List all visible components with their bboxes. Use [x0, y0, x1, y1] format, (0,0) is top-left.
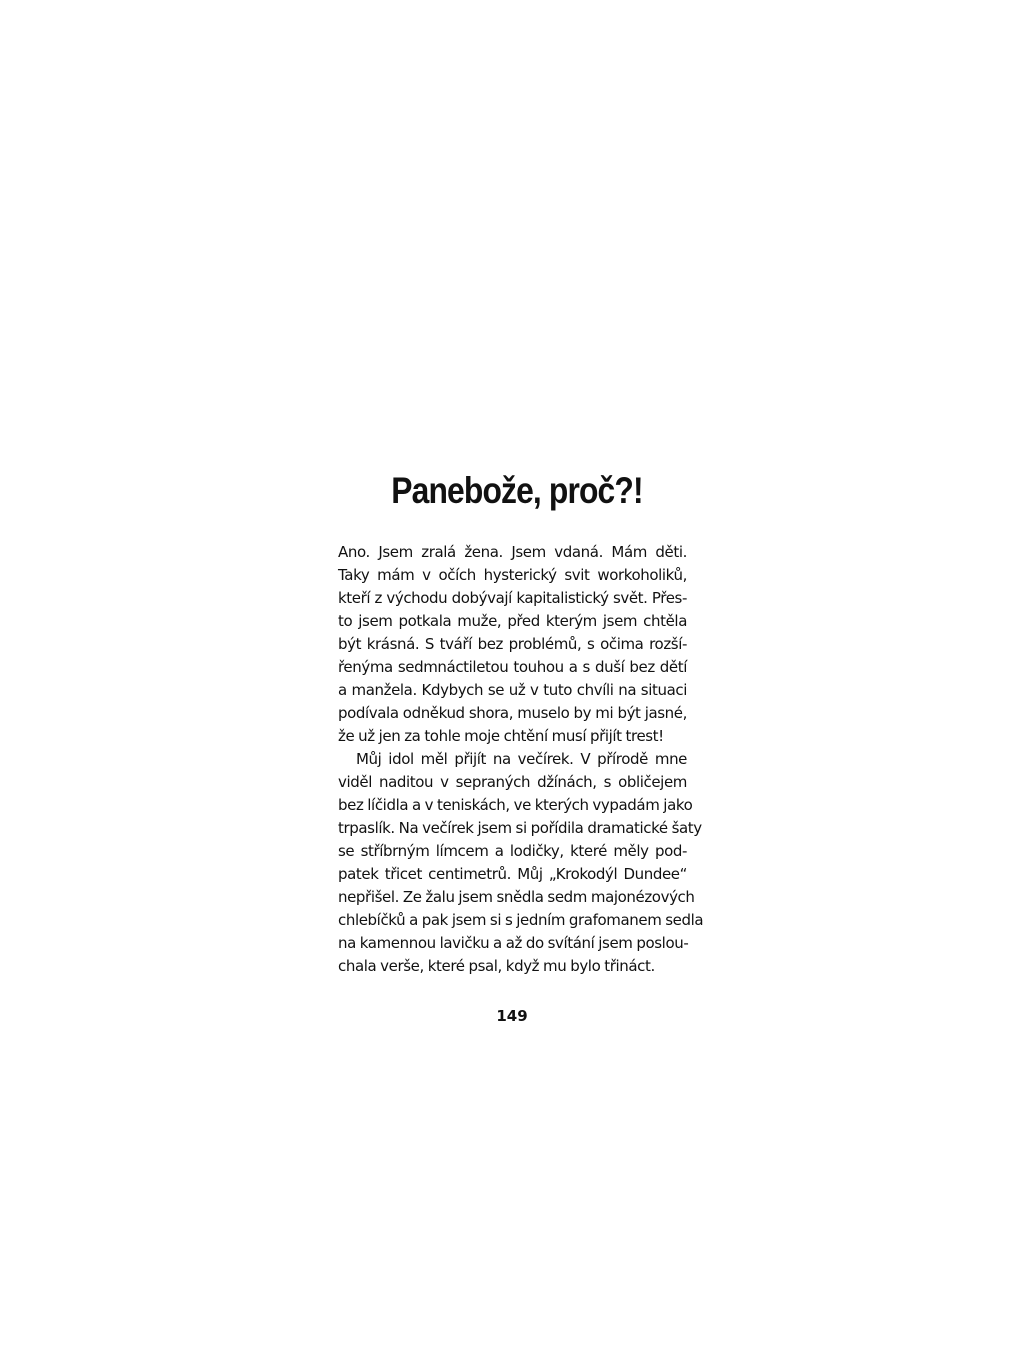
text-line: být krásná. S tváří bez problémů, s očima rozší-: [338, 635, 687, 653]
text-line: a manžela. Kdybych se už v tuto chvíli na situaci: [338, 681, 687, 699]
chapter-title: Panebože, proč?!: [391, 470, 643, 511]
text-line: patek třicet centimetrů. Můj „Krokodýl Dundee“: [338, 865, 687, 883]
text-line: chlebíčků a pak jsem si s jedním grafomanem sedla: [338, 911, 704, 929]
text-line: Můj idol měl přijít na večírek. V přírodě mne: [356, 750, 687, 768]
text-line: se stříbrným límcem a lodičky, které měly pod-: [338, 842, 687, 860]
text-line: trpaslík. Na večírek jsem si pořídila dramatické šaty: [338, 819, 702, 837]
text-line: podívala odněkud shora, muselo by mi být jasné,: [338, 704, 687, 722]
page-number: 149: [496, 1007, 528, 1025]
text-line: chala verše, které psal, když mu bylo třináct.: [338, 957, 655, 975]
paragraph-1: [338, 541, 687, 748]
chapter-text: [338, 541, 704, 978]
text-line: Taky mám v očích hysterický svit workoholiků,: [338, 566, 687, 584]
text-line: to jsem potkala muže, před kterým jsem chtěla: [338, 612, 687, 630]
text-line: řenýma sedmnáctiletou touhou a s duší bez dětí: [338, 658, 687, 676]
text-line: na kamennou lavičku a až do svítání jsem poslou-: [338, 934, 689, 952]
paragraph-2: [338, 748, 704, 978]
text-line: bez líčidla a v teniskách, ve kterých vypadám jako: [338, 796, 693, 814]
text-line: Ano. Jsem zralá žena. Jsem vdaná. Mám děti.: [338, 543, 687, 561]
text-line: nepřišel. Ze žalu jsem snědla sedm majonézových: [338, 888, 695, 906]
text-line: viděl naditou v sepraných džínách, s obličejem: [338, 773, 687, 791]
text-line: že už jen za tohle moje chtění musí přijít trest!: [338, 727, 664, 745]
text-line: kteří z východu dobývají kapitalistický svět. Přes-: [338, 589, 687, 607]
